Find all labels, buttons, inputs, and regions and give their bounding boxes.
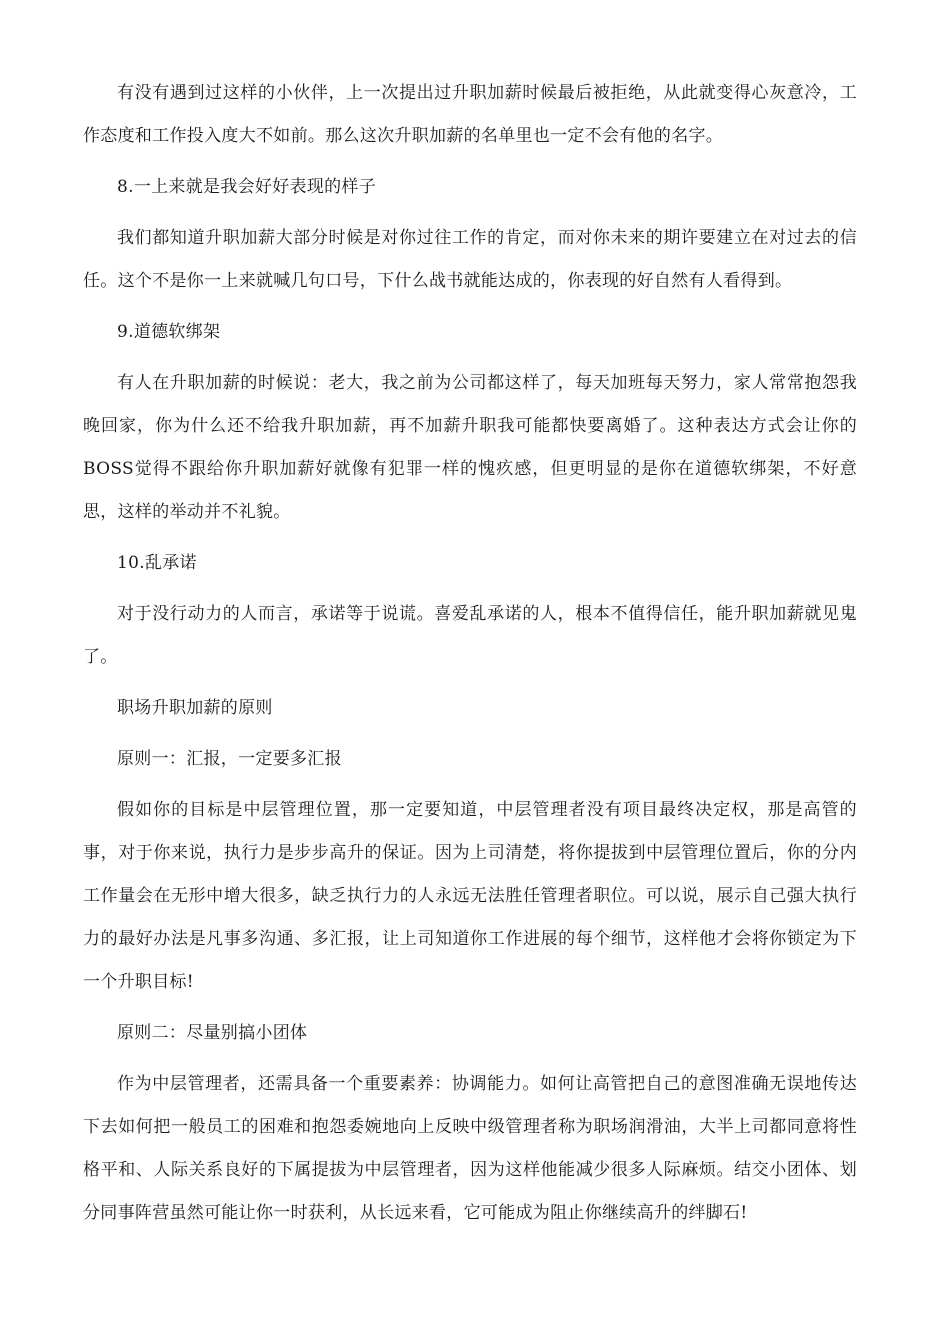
paragraph-item-9: 有人在升职加薪的时候说：老大，我之前为公司都这样了，每天加班每天努力，家人常常抱怨我晚回家，你为什么还不给我升职加薪，再不加薪升职我可能都快要离婚了。这种表达方式会让你的BOSS觉得不跟给你升职加薪好就像有犯罪一样的愧疚感，但更明显的是你在道德软绑架，不好意思，这样的举动并不礼貌。	[83, 373, 857, 522]
heading-principle-2: 原则二：尽量别搞小团体	[117, 1023, 308, 1043]
paragraph-item-10: 对于没行动力的人而言，承诺等于说谎。喜爱乱承诺的人，根本不值得信任，能升职加薪就见鬼了。	[83, 604, 857, 667]
heading-item-9: 9.道德软绑架	[117, 322, 221, 342]
paragraph-principle-2: 作为中层管理者，还需具备一个重要素养：协调能力。如何让高管把自己的意图准确无误地传达下去如何把一般员工的困难和抱怨委婉地向上反映中级管理者称为职场润滑油，大半上司都同意将性格平和、人际关系良好的下属提拔为中层管理者，因为这样他能减少很多人际麻烦。结交小团体、划分同事阵营虽然可能让你一时获利，从长远来看，它可能成为阻止你继续高升的绊脚石!	[83, 1074, 857, 1223]
document-page	[83, 72, 857, 1243]
heading-item-8: 8.一上来就是我会好好表现的样子	[117, 177, 377, 197]
heading-item-10: 10.乱承诺	[117, 553, 197, 573]
heading-principle-1: 原则一：汇报，一定要多汇报	[117, 749, 342, 769]
paragraph-intro: 有没有遇到过这样的小伙伴，上一次提出过升职加薪时候最后被拒绝，从此就变得心灰意冷，工作态度和工作投入度大不如前。那么这次升职加薪的名单里也一定不会有他的名字。	[83, 83, 857, 146]
section-heading-principles: 职场升职加薪的原则	[117, 698, 273, 718]
paragraph-item-8: 我们都知道升职加薪大部分时候是对你过往工作的肯定，而对你未来的期许要建立在对过去的信任。这个不是你一上来就喊几句口号，下什么战书就能达成的，你表现的好自然有人看得到。	[83, 228, 857, 291]
paragraph-principle-1: 假如你的目标是中层管理位置，那一定要知道，中层管理者没有项目最终决定权，那是高管的事，对于你来说，执行力是步步高升的保证。因为上司清楚，将你提拔到中层管理位置后，你的分内工作量会在无形中增大很多，缺乏执行力的人永远无法胜任管理者职位。可以说，展示自己强大执行力的最好办法是凡事多沟通、多汇报，让上司知道你工作进展的每个细节，这样他才会将你锁定为下一个升职目标!	[83, 800, 857, 992]
